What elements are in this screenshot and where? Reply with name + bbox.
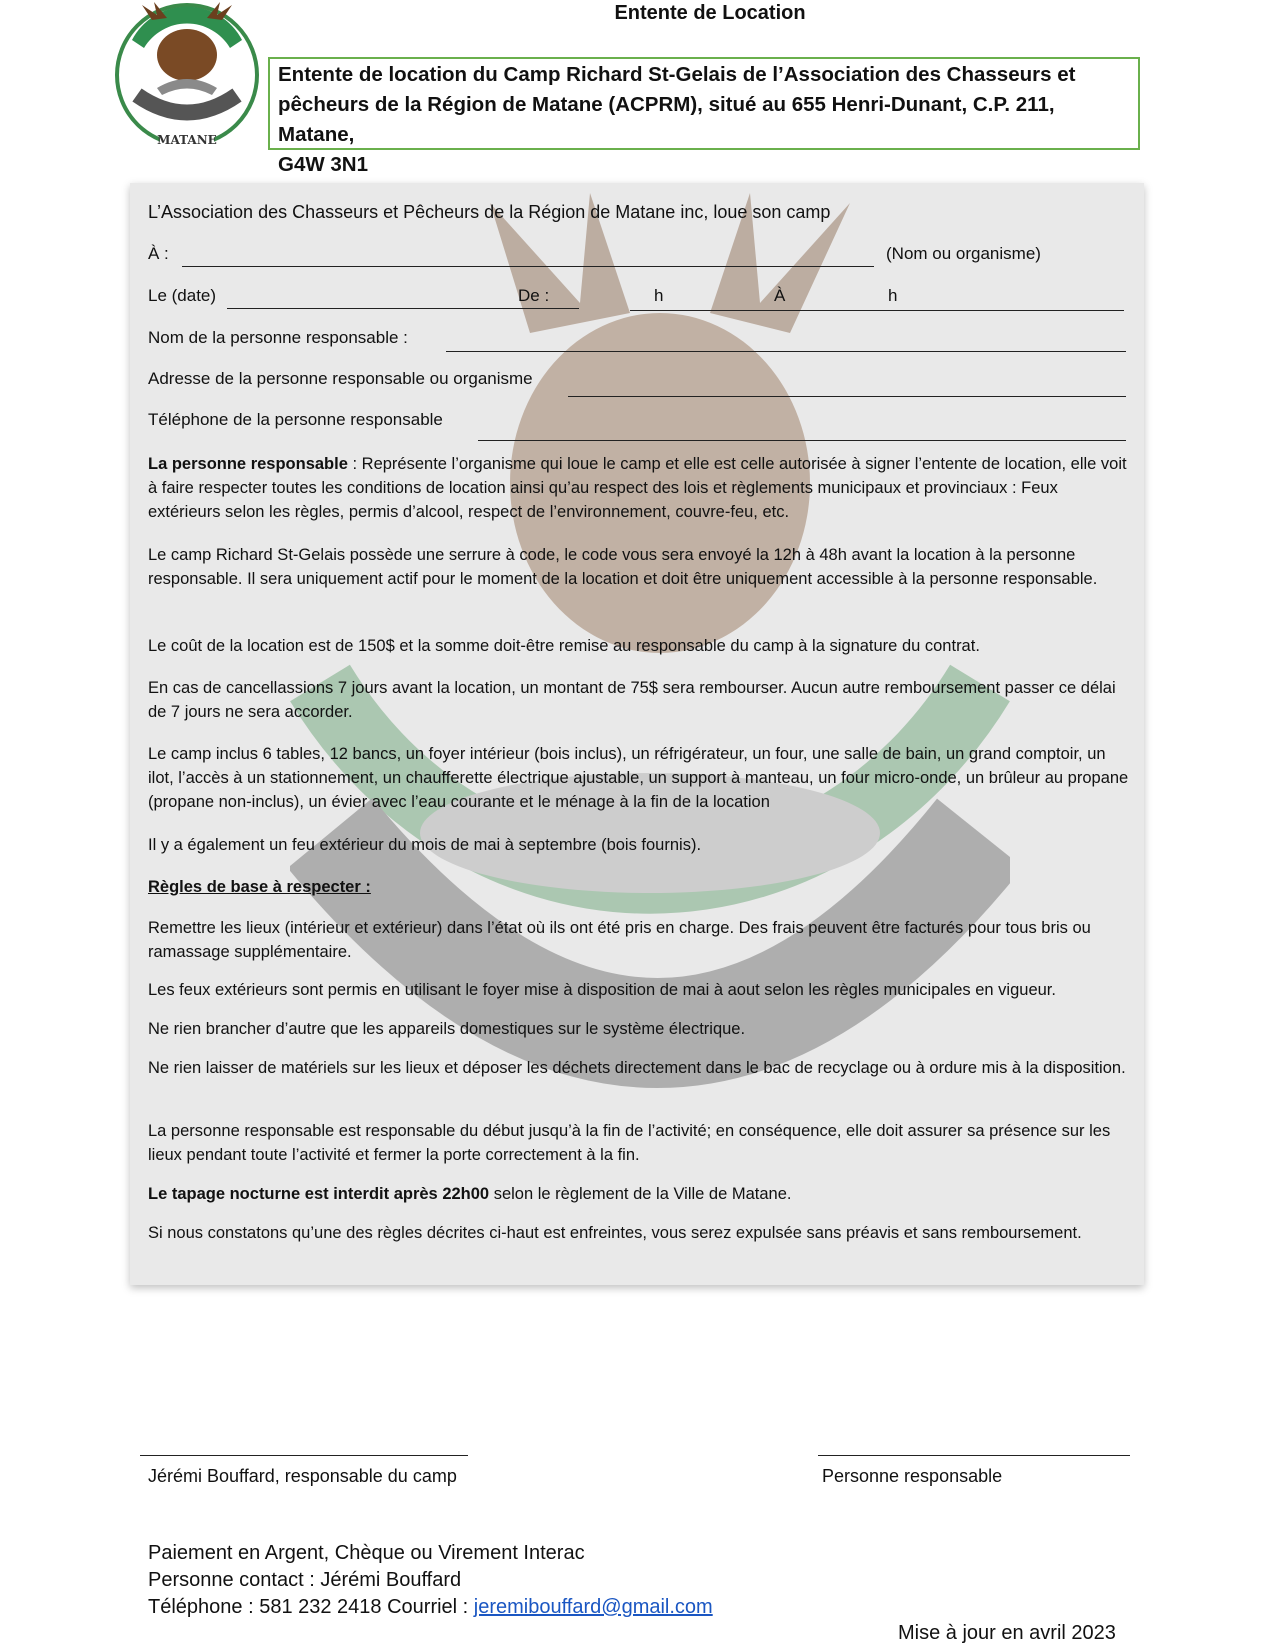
a-label: À : (148, 244, 169, 263)
name-hint: (Nom ou organisme) (886, 244, 1041, 263)
date-label: Le (date) (148, 286, 217, 305)
outdoor-fire-paragraph: Il y a également un feu extérieur du mois de mai à septembre (bois fournis). (148, 836, 702, 854)
logo-watermark (290, 183, 1010, 1283)
phone-label: Téléphone de la personne responsable (148, 410, 443, 429)
phone-field[interactable] (478, 440, 1126, 441)
responsible-person-paragraph (148, 452, 1132, 524)
responsible-name-field[interactable] (446, 351, 1126, 352)
contact-line (148, 1594, 713, 1621)
rule-expulsion: Si nous constatons qu’une des règles décrites ci-haut est enfreintes, vous serez expulsée sans préavis et sans remboursement. (148, 1224, 1082, 1242)
address-field[interactable] (568, 396, 1126, 397)
address-label: Adresse de la personne responsable ou organisme (148, 369, 533, 388)
hour-unit-2: h (888, 286, 898, 305)
responsible-person-term: La personne responsable (148, 455, 348, 473)
rule-electrical: Ne rien brancher d’autre que les appareils domestiques sur le système électrique. (148, 1020, 746, 1038)
phone-and-email-prefix: Téléphone : 581 232 2418 Courriel : (148, 1596, 474, 1618)
rule-presence: La personne responsable est responsable du début jusqu’à la fin de l’activité; en conséquence, elle doit assurer sa présence sur les lieux pendant toute l’activité et fermer la porte correctement à la fin. (148, 1122, 1111, 1164)
price-paragraph: Le coût de la location est de 150$ et la somme doit-être remise au responsable du camp à la signature du contrat. (148, 637, 980, 655)
heading-line-2: pêcheurs de la Région de Matane (ACPRM), situé au 655 Henri-Dunant, C.P. 211, Matane, (278, 93, 1055, 146)
updated-date: Mise à jour en avril 2023 (898, 1622, 1116, 1644)
rule-waste: Ne rien laisser de matériels sur les lieux et déposer les déchets directement dans le bac de recyclage ou à ordure mis à la disposition. (148, 1059, 1126, 1077)
rule-noise (148, 1182, 1132, 1206)
rule-restore-premises: Remettre les lieux (intérieur et extérieur) dans l’état où ils ont été pris en charge. Des frais peuvent être facturés pour tous bris ou ramassage supplémentaire. (148, 919, 1091, 961)
hour-unit-1: h (654, 286, 664, 305)
rules-heading: Règles de base à respecter : (148, 878, 371, 896)
contact-person: Personne contact : Jérémi Bouffard (148, 1569, 462, 1591)
document-title: Entente de Location (614, 2, 806, 24)
responsible-person-signature-label: Personne responsable (822, 1466, 1003, 1486)
code-lock-paragraph: Le camp Richard St-Gelais possède une serrure à code, le code vous sera envoyé la 12h à 48h avant la location à la personne responsable. Il sera uniquement actif pour le moment de la location et doit être uniquement accessible à la personne responsable. (148, 546, 1098, 588)
time-field[interactable] (630, 310, 1124, 311)
name-or-organization-field[interactable] (182, 266, 874, 267)
date-field[interactable] (227, 308, 579, 309)
email-link[interactable]: jeremibouffard@gmail.com (473, 1596, 713, 1618)
heading-line-3: G4W 3N1 (278, 153, 368, 176)
from-label: De : (518, 286, 550, 305)
heading-line-1: Entente de location du Camp Richard St-Gelais de l’Association des Chasseurs et (278, 63, 1076, 86)
camp-manager-signature-label: Jérémi Bouffard, responsable du camp (148, 1466, 457, 1486)
responsible-person-definition: : Représente l’organisme qui loue le camp et elle est celle autorisée à signer l’entente de location, elle voit à faire respecter toutes les conditions de location ainsi qu’au respect des lois et règlements municipaux et provinciaux : Feux extérieurs selon les règles, permis d’alcool, respect de l’environnement, couvre-feu, etc. (148, 455, 1127, 521)
intro-text: L’Association des Chasseurs et Pêcheurs de la Région de Matane inc, loue son camp (148, 202, 831, 222)
amenities-paragraph: Le camp inclus 6 tables, 12 bancs, un foyer intérieur (bois inclus), un réfrigérateur, un four, une salle de bain, un grand comptoir, un ilot, l’accès à un stationnement, un chaufferette électrique ajustable, un support à manteau, un four micro-onde, un brûleur au propane (propane non-inclus), un évier avec l’eau courante et le ménage à la fin de la location (148, 745, 1129, 811)
to-label: À (774, 286, 786, 305)
cancellation-paragraph: En cas de cancellassions 7 jours avant la location, un montant de 75$ sera rembourser. Aucun autre remboursement passer ce délai de 7 jours ne sera accorder. (148, 679, 1116, 721)
camp-manager-signature-line[interactable] (140, 1455, 468, 1456)
noise-rule-bold: Le tapage nocturne est interdit après 22h00 (148, 1185, 490, 1203)
responsible-name-label: Nom de la personne responsable : (148, 328, 408, 347)
noise-rule-rest: selon le règlement de la Ville de Matane. (489, 1185, 792, 1203)
responsible-person-signature-line[interactable] (818, 1455, 1130, 1456)
agreement-heading-box (268, 57, 1140, 176)
payment-info: Paiement en Argent, Chèque ou Virement Interac (148, 1542, 585, 1564)
svg-text:MATANE: MATANE (157, 133, 217, 147)
association-logo (112, 0, 262, 158)
rule-outdoor-fires: Les feux extérieurs sont permis en utilisant le foyer mise à disposition de mai à aout selon les règles municipales en vigueur. (148, 981, 1056, 999)
